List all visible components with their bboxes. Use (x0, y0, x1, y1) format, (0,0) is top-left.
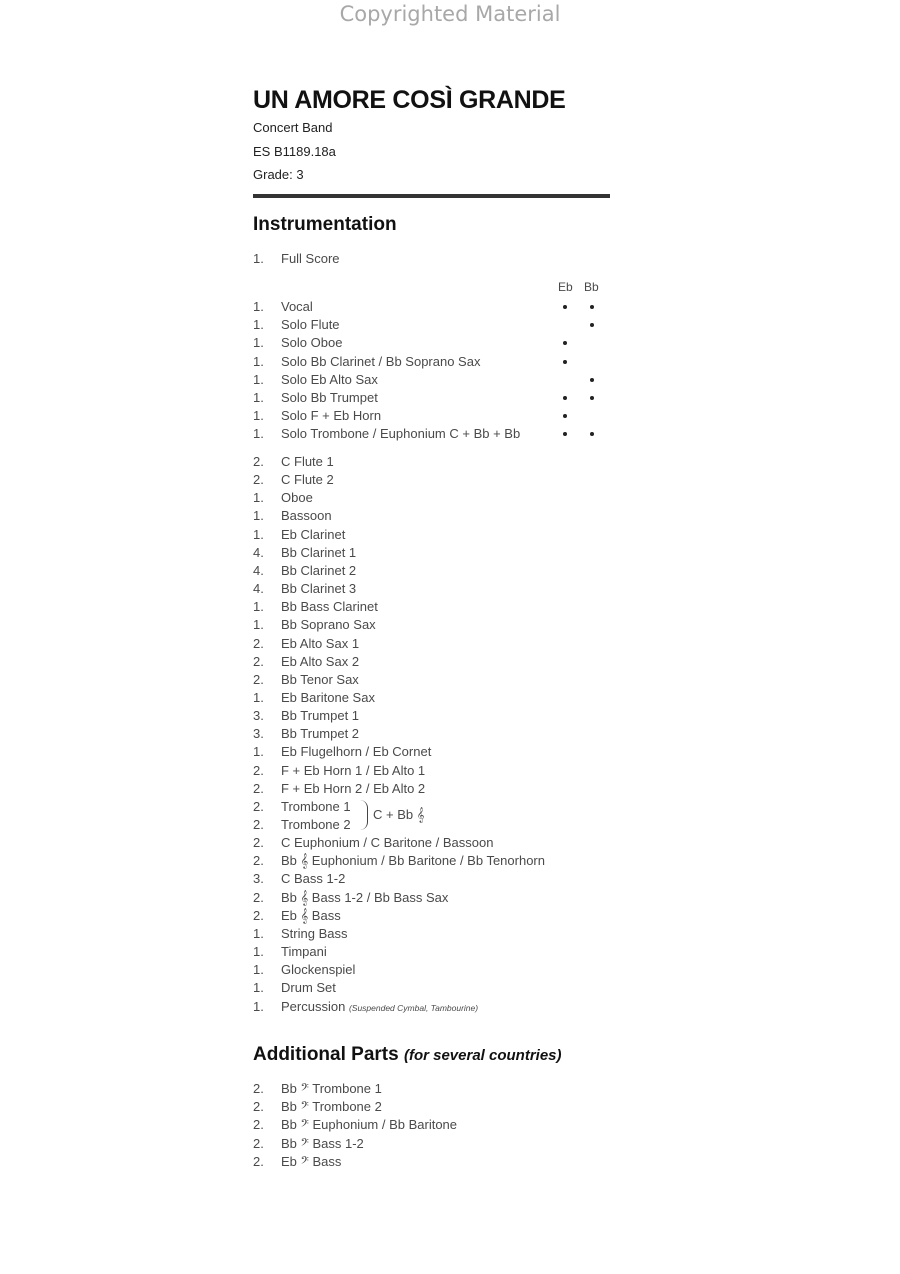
part-name-text: Eb Alto Sax 2 (281, 653, 360, 669)
part-name (281, 581, 356, 596)
part-name (281, 1117, 457, 1133)
part-name-text: Solo Oboe (281, 335, 343, 351)
part-quantity: 1. (253, 390, 264, 405)
part-name (281, 853, 545, 869)
part-name-text: F + Eb Horn 2 / Eb Alto 2 (281, 780, 426, 796)
part-name-text: Solo F + Eb Horn (281, 408, 382, 424)
part-name (281, 781, 425, 796)
part-name (281, 545, 356, 560)
grade-label: Grade: 3 (253, 167, 304, 182)
part-quantity: 2. (253, 1081, 264, 1096)
part-quantity: 1. (253, 408, 264, 424)
part-quantity: 1. (253, 371, 264, 387)
part-name-text: Solo Flute (281, 317, 340, 333)
part-name (281, 799, 351, 814)
part-name (281, 426, 520, 441)
part-name (281, 472, 334, 487)
title-divider (253, 194, 610, 198)
part-quantity: 2. (253, 454, 264, 469)
part-name (281, 563, 356, 578)
additional-parts-heading (253, 1044, 562, 1066)
catalog-number: ES B1189.18a (253, 144, 336, 159)
additional-heading-note: (for several countries) (403, 1047, 562, 1064)
part-name-text: C Bass 1-2 (281, 871, 346, 887)
eb-version-dot (563, 432, 567, 436)
part-name (281, 763, 425, 778)
part-name (281, 454, 334, 469)
part-name: Full Score (281, 251, 340, 266)
part-name (281, 599, 378, 614)
bb-version-dot (590, 432, 594, 436)
eb-version-dot (563, 414, 567, 418)
part-quantity: 1. (253, 299, 264, 314)
part-quantity: 2. (253, 1153, 264, 1169)
part-name-text: Eb Baritone Sax (281, 689, 375, 705)
part-name-text: Bb 𝄞 Bass 1-2 / Bb Bass Sax (281, 889, 449, 905)
part-name-text: Glockenspiel (281, 962, 356, 978)
part-quantity: 1. (253, 925, 264, 941)
watermark: Copyrighted Material (339, 2, 561, 26)
part-name (281, 408, 381, 423)
part-quantity: 2. (253, 780, 264, 796)
part-quantity: 2. (253, 472, 264, 488)
part-name (281, 335, 342, 350)
part-name-text: Eb 𝄢 Bass (281, 1153, 342, 1169)
part-name-text: Bb Soprano Sax (281, 617, 376, 633)
instrumentation-heading: Instrumentation (253, 214, 397, 235)
part-quantity: 2. (253, 671, 264, 687)
part-name-text: Drum Set (281, 980, 336, 996)
part-name-text: Bb 𝄢 Trombone 2 (281, 1099, 382, 1115)
part-name-text: Eb Flugelhorn / Eb Cornet (281, 744, 432, 760)
ensemble-label: Concert Band (253, 120, 333, 135)
part-quantity: 1. (253, 251, 264, 266)
part-quantity: 1. (253, 353, 264, 369)
part-name (281, 726, 359, 741)
part-name (281, 636, 359, 651)
part-name-text: Bassoon (281, 508, 332, 524)
part-quantity: 1. (253, 962, 264, 978)
part-quantity: 1. (253, 526, 264, 542)
part-quantity: 4. (253, 544, 264, 560)
part-quantity: 3. (253, 708, 264, 724)
part-quantity: 1. (253, 617, 264, 633)
part-name-text: Solo Bb Clarinet / Bb Soprano Sax (281, 353, 481, 369)
part-name-text: Bb 𝄢 Trombone 1 (281, 1081, 382, 1096)
part-name-text: Vocal (281, 299, 313, 314)
part-quantity: 2. (253, 762, 264, 778)
part-quantity: 1. (253, 335, 264, 351)
part-quantity: 2. (253, 907, 264, 923)
bb-version-dot (590, 378, 594, 382)
eb-version-dot (563, 341, 567, 345)
part-quantity: 2. (253, 1117, 264, 1133)
part-name-text: Solo Bb Trumpet (281, 390, 378, 405)
part-quantity: 1. (253, 426, 264, 442)
eb-version-dot (563, 396, 567, 400)
part-quantity: 1. (253, 508, 264, 524)
part-name-text: Bb Tenor Sax (281, 671, 359, 687)
part-quantity: 1. (253, 317, 264, 333)
eb-version-dot (563, 360, 567, 364)
part-name-text: Eb 𝄞 Bass (281, 907, 341, 923)
part-name (281, 390, 378, 405)
part-name (281, 617, 376, 632)
part-name-text: Eb Clarinet (281, 526, 346, 542)
part-name (281, 962, 355, 977)
part-quantity: 1. (253, 998, 264, 1014)
part-name-text: Bb 𝄢 Bass 1-2 (281, 1135, 364, 1151)
part-note: (Suspended Cymbal, Tambourine) (348, 1002, 479, 1013)
trombone-brace (360, 800, 368, 830)
part-name-text: Bb Clarinet 2 (281, 562, 357, 578)
part-name-text: Bb Trumpet 2 (281, 726, 360, 742)
part-name-text: Bb Clarinet 3 (281, 581, 357, 597)
part-name-text: Bb Clarinet 1 (281, 544, 357, 560)
additional-heading-text: Additional Parts (253, 1044, 399, 1065)
part-quantity: 2. (253, 1135, 264, 1151)
part-quantity: 2. (253, 835, 264, 851)
part-quantity: 2. (253, 817, 264, 832)
part-quantity: 1. (253, 599, 264, 615)
part-name (281, 672, 359, 687)
part-name-text: Bb 𝄢 Euphonium / Bb Baritone (281, 1117, 458, 1133)
bb-column-header: Bb (584, 280, 599, 294)
part-name-text: Bb 𝄞 Euphonium / Bb Baritone / Bb Tenorhorn (281, 853, 545, 869)
part-name-text: Solo Eb Alto Sax (281, 371, 378, 387)
part-name (281, 999, 478, 1014)
part-quantity: 4. (253, 562, 264, 578)
part-quantity: 2. (253, 798, 264, 814)
part-name (281, 890, 448, 906)
part-name (281, 926, 347, 941)
part-name-text: C Flute 1 (281, 454, 334, 469)
trombone-brace-label: C + Bb 𝄞 (373, 807, 425, 822)
part-quantity: 1. (253, 490, 264, 506)
part-name (281, 1081, 382, 1097)
part-name-text: Trombone 2 (281, 817, 351, 832)
part-quantity: 2. (253, 635, 264, 651)
part-name-text: String Bass (281, 925, 348, 941)
bb-version-dot (590, 305, 594, 309)
part-quantity: 2. (253, 653, 264, 669)
part-name-text: Percussion (281, 998, 346, 1014)
part-name (281, 690, 375, 705)
part-name-text: Bb Bass Clarinet (281, 599, 378, 615)
page-title: UN AMORE COSÌ GRANDE (253, 86, 566, 114)
part-name-text: Eb Alto Sax 1 (281, 635, 360, 651)
bb-version-dot (590, 396, 594, 400)
part-quantity: 3. (253, 726, 264, 742)
part-name (281, 980, 336, 995)
part-quantity: 1. (253, 980, 264, 996)
part-name (281, 354, 480, 369)
part-quantity: 2. (253, 853, 264, 869)
part-name (281, 744, 431, 759)
part-name (281, 1154, 341, 1170)
part-name-text: Bb Trumpet 1 (281, 708, 360, 724)
part-name (281, 317, 340, 332)
part-name (281, 372, 378, 387)
part-name-text: Trombone 1 (281, 798, 351, 814)
part-name (281, 508, 332, 523)
part-name-text: C Euphonium / C Baritone / Bassoon (281, 835, 494, 851)
part-name (281, 1136, 364, 1152)
part-name-text: C Flute 2 (281, 472, 334, 488)
part-name (281, 527, 345, 542)
part-name-text: Timpani (281, 944, 327, 960)
part-quantity: 1. (253, 944, 264, 960)
part-name (281, 835, 493, 850)
part-name (281, 944, 327, 959)
part-quantity: 2. (253, 1099, 264, 1115)
part-quantity: 1. (253, 689, 264, 705)
part-name (281, 817, 351, 832)
part-name (281, 490, 313, 505)
part-name (281, 299, 313, 314)
part-name (281, 908, 341, 924)
part-name (281, 654, 359, 669)
part-quantity: 3. (253, 871, 264, 887)
part-quantity: 2. (253, 889, 264, 905)
eb-column-header: Eb (558, 280, 573, 294)
part-name (281, 1099, 382, 1115)
part-name (281, 708, 359, 723)
part-name-text: F + Eb Horn 1 / Eb Alto 1 (281, 762, 426, 778)
part-name (281, 871, 345, 886)
part-name-text: Oboe (281, 490, 313, 506)
eb-version-dot (563, 305, 567, 309)
part-quantity: 1. (253, 744, 264, 760)
part-quantity: 4. (253, 581, 264, 597)
part-name-text: Solo Trombone / Euphonium C + Bb + Bb (281, 426, 521, 442)
bb-version-dot (590, 323, 594, 327)
